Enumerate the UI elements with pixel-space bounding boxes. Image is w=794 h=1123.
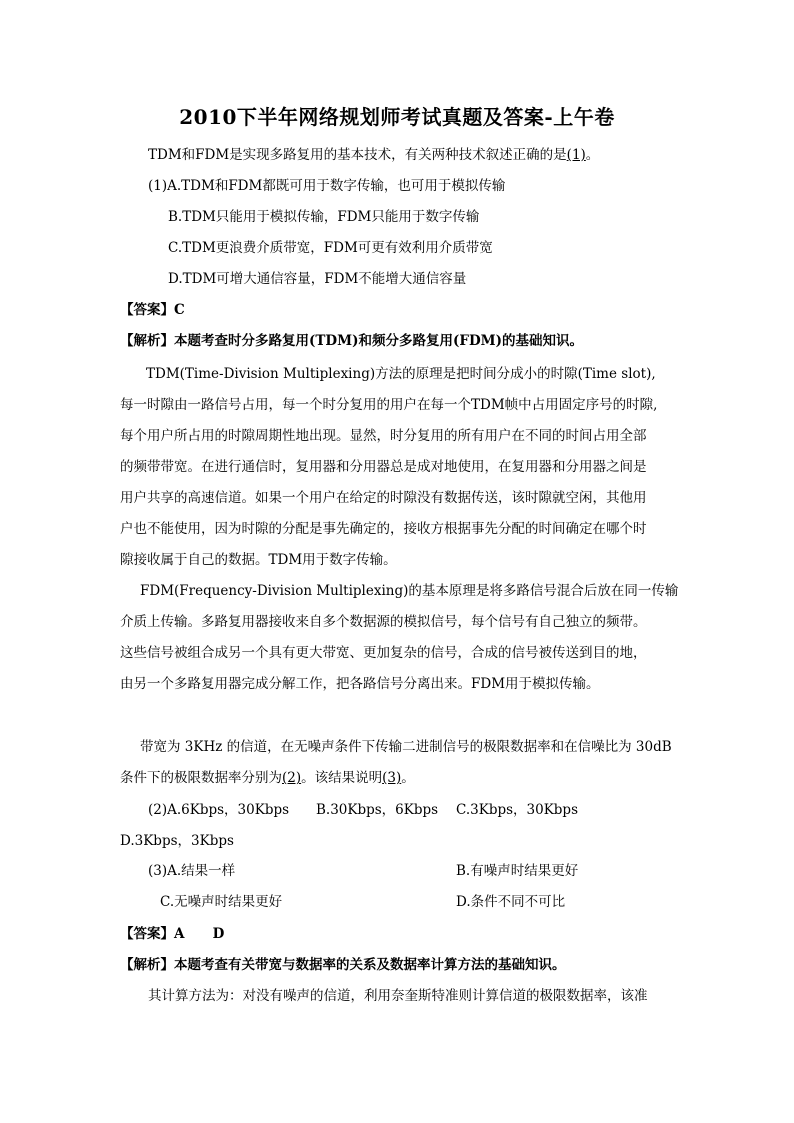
- fdm-line-1: FDM(Frequency-Division Multiplexing)的基本原理是将多路信号混合后放在同一传输: [140, 583, 679, 599]
- q2-stem-mid: 。该结果说明: [301, 770, 383, 786]
- q1-option-a: (1)A.TDM和FDM都既可用于数字传输，也可用于模拟传输: [148, 178, 506, 194]
- q2-answer: 【答案】A D: [120, 926, 225, 942]
- q2-stem-end: 。: [401, 770, 415, 786]
- q3-option-c: C.无噪声时结果更好: [160, 894, 283, 910]
- tdm-line-1: TDM(Time-Division Multiplexing)方法的原理是把时间分成小的时隙(Time slot),: [146, 366, 656, 382]
- tdm-line-6: 户也不能使用，因为时隙的分配是事先确定的，接收方根据事先分配的时间确定在哪个时: [120, 521, 647, 537]
- q2-option-a: (2)A.6Kbps，30Kbps: [148, 802, 290, 818]
- q2-option-b: B.30Kbps，6Kbps: [316, 802, 439, 818]
- q2-analysis-text: 本题考查有关带宽与数据率的关系及数据率计算方法的基础知识。: [174, 957, 566, 973]
- q2-stem-line-1: 带宽为 3KHz 的信道，在无噪声条件下传输二进制信号的极限数据率和在信噪比为 30dB: [140, 739, 672, 755]
- q1-option-b: B.TDM只能用于模拟传输，FDM只能用于数字传输: [168, 209, 480, 225]
- q3-option-b: B.有噪声时结果更好: [456, 863, 579, 879]
- tdm-line-4: 的频带带宽。在进行通信时，复用器和分用器总是成对地使用，在复用器和分用器之间是: [120, 459, 647, 475]
- q3-option-a: (3)A.结果一样: [148, 863, 236, 879]
- fdm-line-4: 由另一个多路复用器完成分解工作，把各路信号分离出来。FDM用于模拟传输。: [120, 676, 600, 692]
- tdm-line-3: 每个用户所占用的时隙周期性地出现。显然，时分复用的所有用户在不同的时间占用全部: [120, 428, 647, 444]
- page-title: 2010下半年网络规划师考试真题及答案-上午卷: [179, 105, 615, 129]
- q2-option-d: D.3Kbps，3Kbps: [120, 833, 234, 849]
- q2-analysis-heading: [120, 956, 566, 974]
- q1-option-c: C.TDM更浪费介质带宽，FDM可更有效利用介质带宽: [168, 240, 493, 256]
- q3-option-d: D.条件不同不可比: [456, 894, 566, 910]
- q2-explanation-line: 其计算方法为：对没有噪声的信道，利用奈奎斯特准则计算信道的极限数据率，该准: [148, 988, 648, 1004]
- fdm-line-3: 这些信号被组合成另一个具有更大带宽、更加复杂的信号，合成的信号被传送到目的地，: [120, 645, 647, 661]
- q1-stem: [148, 146, 599, 164]
- q2-stem-line-2: [120, 769, 415, 787]
- fdm-line-2: 介质上传输。多路复用器接收来自多个数据源的模拟信号，每个信号有自己独立的频带。: [120, 614, 647, 630]
- q2-analysis-label: 【解析】: [120, 957, 174, 973]
- tdm-line-7: 隙接收属于自己的数据。TDM用于数字传输。: [120, 552, 397, 568]
- tdm-line-5: 用户共享的高速信道。如果一个用户在给定的时隙没有数据传送，该时隙就空闲，其他用: [120, 490, 647, 506]
- q1-analysis-heading: [120, 332, 583, 350]
- tdm-line-2: 每一时隙由一路信号占用，每一个时分复用的用户在每一个TDM帧中占用固定序号的时隙,: [120, 397, 658, 413]
- q1-blank: (1): [566, 147, 586, 163]
- q1-option-d: D.TDM可增大通信容量，FDM不能增大通信容量: [168, 271, 467, 287]
- q1-answer: 【答案】C: [120, 302, 185, 318]
- q1-stem-text: TDM和FDM是实现多路复用的基本技术，有关两种技术叙述正确的是: [148, 147, 567, 163]
- tdm-paragraph: [120, 359, 680, 576]
- q2-blank-3: (3): [382, 770, 402, 786]
- q2-blank-2: (2): [282, 770, 302, 786]
- fdm-paragraph: [120, 576, 680, 700]
- q2-option-c: C.3Kbps，30Kbps: [456, 802, 579, 818]
- q1-analysis-label: 【解析】: [120, 333, 174, 349]
- q2-stem-text: 条件下的极限数据率分别为: [120, 770, 282, 786]
- q1-stem-end: 。: [585, 147, 600, 163]
- q1-analysis-text: 本题考查时分多路复用(TDM)和频分多路复用(FDM)的基础知识。: [174, 333, 583, 349]
